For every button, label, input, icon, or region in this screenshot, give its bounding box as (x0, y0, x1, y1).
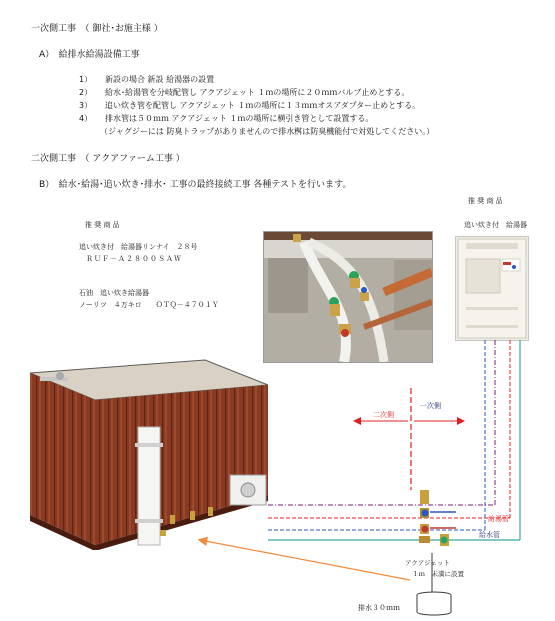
recommend-right-subtitle: 追い炊き付 給湯器 (464, 221, 527, 229)
recommend-item2-model: ノーリツ ４万キロ ＯＴＱ－４７０１Ｙ (79, 301, 219, 309)
recommend-left-title: 推 奨 商 品 (85, 221, 120, 229)
step-number: 4） (79, 114, 93, 123)
section-b-heading: B） 給水･給湯･追い炊き･排水･ 工事の最終接続工事 各種テストを行います。 (39, 180, 352, 190)
recommend-item1-model: ＲＵＦ－Ａ２８００ＳＡＷ (86, 255, 182, 263)
secondary-side-label: 二次側 (373, 411, 394, 419)
step-text: 排水管は５０ｍｍ アクアジェット １ｍの場所に横引き管として設置する。 (105, 114, 374, 123)
section-a-heading: A） 給排水給湯設備工事 (39, 50, 140, 60)
aquajet-label: アクアジェット (405, 559, 450, 567)
recommend-item2-name: 石油 追い炊き給湯器 (79, 289, 149, 297)
hot-water-pipe-label: 給湯管 (488, 515, 509, 523)
step-number: 2） (79, 88, 93, 97)
step-note: （ジャグジーには 防臭トラップがありませんので排水桝は防臭機能付で対処してください。） (100, 127, 435, 136)
step-text: 追い炊き管を配管し アクアジェット １ｍの場所に１３ｍｍオスアダプター止めとする。 (105, 101, 421, 110)
recommend-item1-name: 追い炊き付 給湯器リンナイ ２８号 (79, 243, 198, 251)
recommend-right-title: 推 奨 商 品 (468, 197, 503, 205)
aquajet-note: １ｍ 未満に設置 (412, 570, 464, 578)
aquajet-arrow (200, 540, 410, 580)
drain-label: 排水３０ｍｍ (358, 604, 400, 612)
primary-works-heading: 一次側工事 （ 御社･お施主様 ） (31, 24, 163, 34)
step-number: 1） (79, 75, 93, 84)
primary-side-label: 一次側 (420, 402, 441, 410)
drain-tank (417, 592, 451, 615)
step-text: 新設の場合 新設 給湯器の設置 (105, 75, 215, 84)
water-pipe-label: 給水管 (479, 531, 500, 539)
secondary-works-heading: 二次側工事 （ アクアファーム工事 ） (31, 154, 185, 164)
step-number: 3） (79, 101, 93, 110)
step-text: 給水･給湯管を分岐配管し アクアジェット １ｍの場所に２０ｍｍバルブ止めとする。 (105, 88, 410, 97)
